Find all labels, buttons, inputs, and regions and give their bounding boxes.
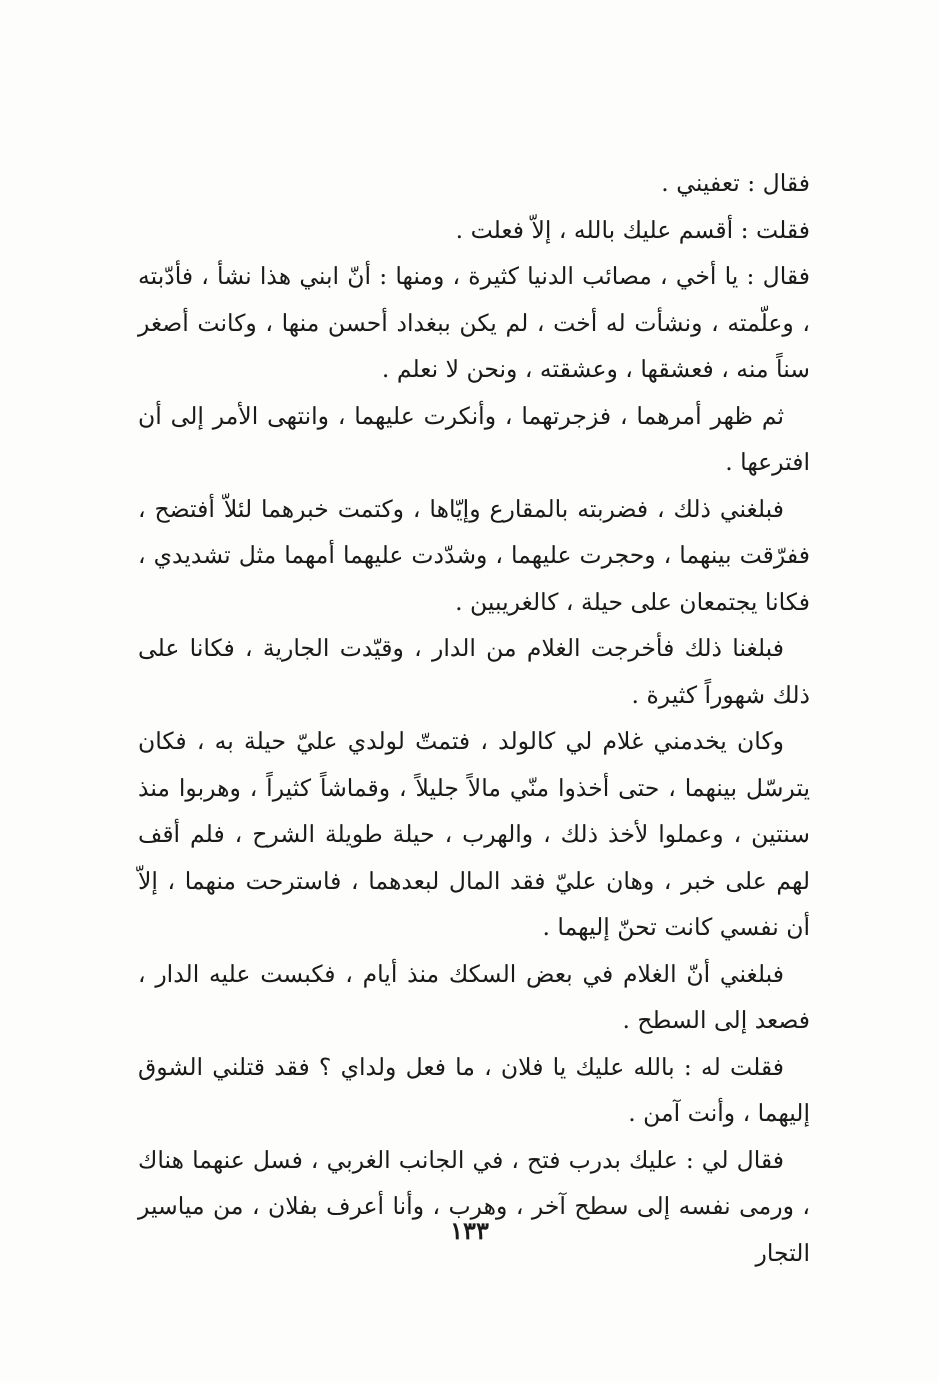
paragraph: ثم ظهر أمرهما ، فزجرتهما ، وأنكرت عليهما ، وانتهى الأمر إلى أن افترعها . bbox=[138, 401, 810, 476]
page-body bbox=[138, 160, 810, 1276]
paragraph: فبلغنا ذلك فأخرجت الغلام من الدار ، وقيّدت الجارية ، فكانا على ذلك شهوراً كثيرة . bbox=[138, 634, 810, 709]
paragraph: فبلغني أنّ الغلام في بعض السكك منذ أيام ، فكبست عليه الدار ، فصعد إلى السطح . bbox=[138, 959, 810, 1034]
page-number: ١٣٣ bbox=[450, 1216, 489, 1245]
paragraph: وكان يخدمني غلام لي كالولد ، فتمتّ لولدي عليّ حيلة به ، فكان يترسّل بينهما ، حتى أخذوا منّي مالاً جليلاً ، وقماشاً كثيراً ، وهربوا منذ سنتين ، وعملوا لأخذ ذلك ، والهرب ، حيلة طويلة الشرح ، فلم أقف لهم على خبر ، وهان عليّ فقد المال لبعدهما ، فاسترحت منهما ، إلاّ أن نفسي كانت تحنّ إليهما . bbox=[138, 727, 810, 941]
paragraph: فبلغني ذلك ، فضربته بالمقارع وإيّاها ، وكتمت خبرهما لئلاّ أفتضح ، ففرّقت بينهما ، وحجرت عليهما ، وشدّدت عليهما أمهما مثل تشديدي ، فكانا يجتمعان على حيلة ، كالغريبين . bbox=[138, 494, 810, 616]
paragraph: فقال : يا أخي ، مصائب الدنيا كثيرة ، ومنها : أنّ ابني هذا نشأ ، فأدّبته ، وعلّمته ، ونشأت له أخت ، لم يكن ببغداد أحسن منها ، وكانت أصغر سناً منه ، فعشقها ، وعشقته ، ونحن لا نعلم . bbox=[138, 262, 810, 383]
paragraph: فقلت : أقسم عليك بالله ، إلاّ فعلت . bbox=[455, 215, 810, 244]
paragraph: فقال : تعفيني . bbox=[661, 169, 810, 197]
paragraph: فقلت له : بالله عليك يا فلان ، ما فعل ولداي ؟ فقد قتلني الشوق إليهما ، وأنت آمن . bbox=[138, 1052, 810, 1127]
paragraph: فقال لي : عليك بدرب فتح ، في الجانب الغربي ، فسل عنهما هناك ، ورمى نفسه إلى سطح آخر ، وهرب ، وأنا أعرف بفلان ، من مياسير التجار bbox=[138, 1145, 810, 1267]
